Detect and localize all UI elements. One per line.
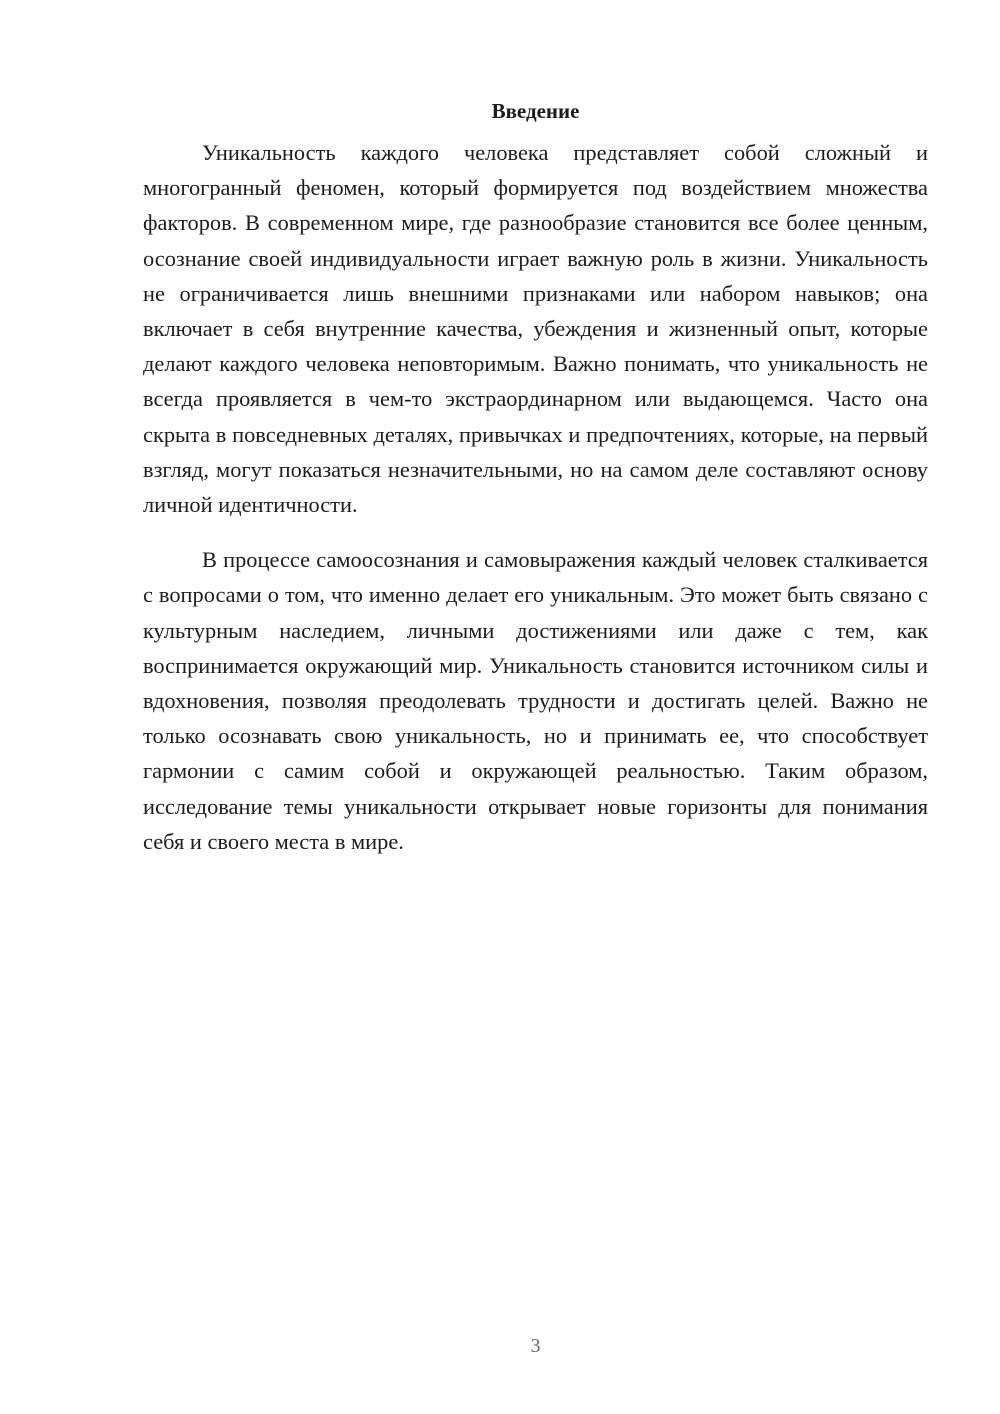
paragraph-1: Уникальность каждого человека представляет собой сложный и многогранный феномен, который формируется под воздействием множества факторов. В современном мире, где разнообразие становится все более ценным, осознание своей индивидуальности играет важную роль в жизни. Уникальность не ограничивается лишь внешними признаками или набором навыков; она включает в себя внутренние качества, убеждения и жизненный опыт, которые делают каждого человека неповторимым. Важно понимать, что уникальность не всегда проявляется в чем-то экстраординарном или выдающемся. Часто она скрыта в повседневных деталях, привычках и предпочтениях, которые, на первый взгляд, могут показаться незначительными, но на самом деле составляют основу личной идентичности. — [143, 140, 928, 518]
paragraph-2: В процессе самоосознания и самовыражения каждый человек сталкивается с вопросами о том, что именно делает его уникальным. Это может быть связано с культурным наследием, личными достижениями или даже с тем, как воспринимается окружающий мир. Уникальность становится источником силы и вдохновения, позволяя преодолевать трудности и достигать целей. Важно не только осознавать свою уникальность, но и принимать ее, что способствует гармонии с самим собой и окружающей реальностью. Таким образом, исследование темы уникальности открывает новые горизонты для понимания себя и своего места в мире. — [143, 547, 928, 854]
page-number: 3 — [530, 1335, 541, 1357]
section-heading: Введение — [491, 99, 580, 123]
page-content — [143, 96, 928, 859]
